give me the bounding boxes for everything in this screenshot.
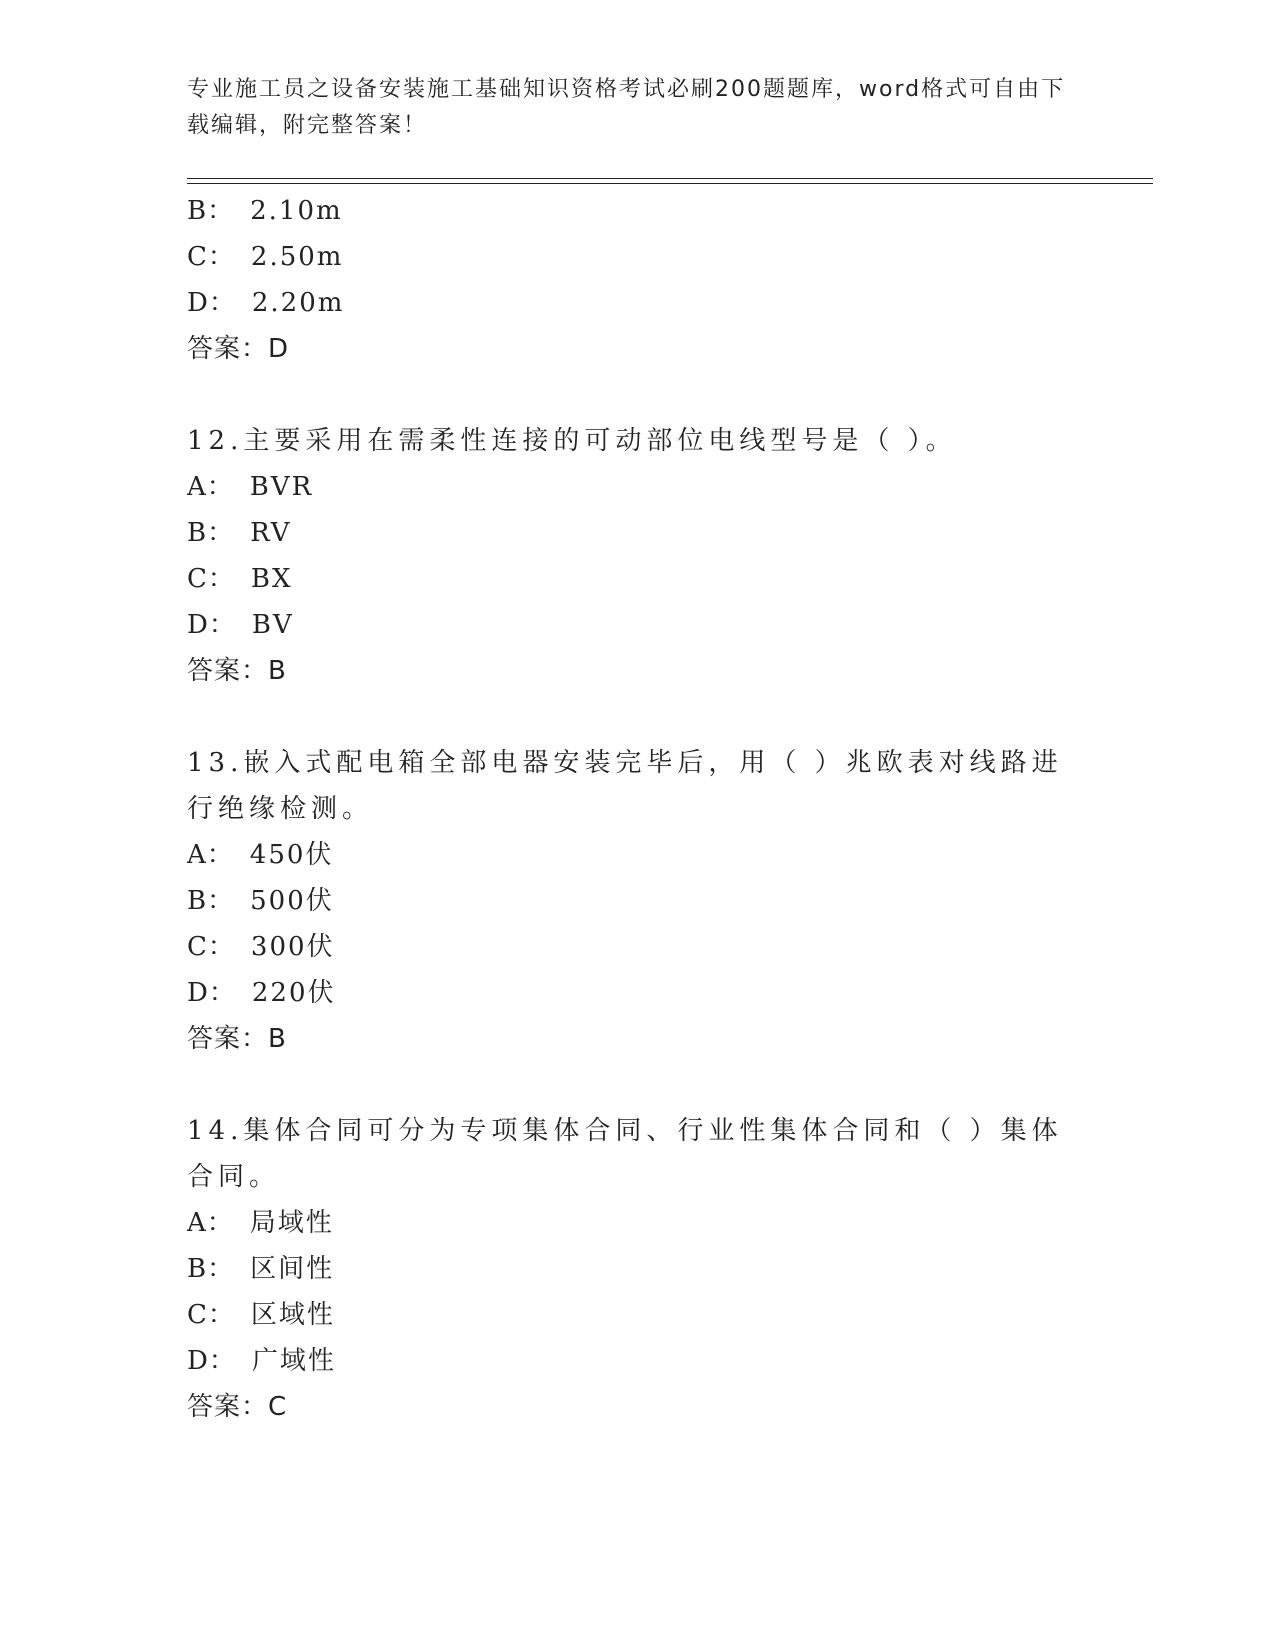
option-a (187, 832, 1067, 878)
option-key: B： (187, 518, 235, 548)
header-rule-top (187, 178, 1153, 179)
option-d (187, 970, 1067, 1016)
question-12 (187, 418, 1067, 694)
option-key: B： (187, 196, 235, 226)
document-header (187, 72, 1067, 144)
option-key: B： (187, 1254, 235, 1284)
header-title: 专业施工员之设备安装施工基础知识资格考试必刷200题题库，word格式可自由下载编辑，附完整答案！ (187, 77, 1066, 138)
option-key: D： (187, 978, 236, 1008)
option-key: A： (187, 472, 234, 502)
option-text: 区间性 (250, 1254, 335, 1284)
option-b (187, 1246, 1067, 1292)
option-key: A： (187, 1208, 234, 1238)
option-c (187, 556, 1067, 602)
option-key: C： (187, 564, 235, 594)
option-text: 300伏 (250, 932, 335, 962)
option-text: 2.10m (250, 196, 343, 226)
option-text: 450伏 (249, 840, 334, 870)
header-rule-bottom (187, 183, 1153, 184)
spacer (187, 1062, 1067, 1108)
option-text: RV (250, 518, 292, 548)
option-text: 2.20m (251, 288, 345, 318)
option-key: A： (187, 840, 234, 870)
option-text: 广域性 (251, 1346, 336, 1376)
option-d (187, 280, 1067, 326)
option-b (187, 510, 1067, 556)
option-key: D： (187, 288, 236, 318)
option-a (187, 464, 1067, 510)
question-text: 12.主要采用在需柔性连接的可动部位电线型号是（ ）。 (187, 426, 957, 456)
option-text: 500伏 (250, 886, 334, 916)
option-key: D： (187, 610, 236, 640)
option-c (187, 1292, 1067, 1338)
answer-line: 答案：D (187, 334, 290, 364)
option-text: BVR (249, 472, 314, 502)
option-key: B： (187, 886, 235, 916)
option-c (187, 924, 1067, 970)
option-text: BX (250, 564, 293, 594)
option-key: C： (187, 932, 235, 962)
option-c (187, 234, 1067, 280)
answer-line: 答案：B (187, 656, 287, 686)
option-d (187, 602, 1067, 648)
question-content (187, 188, 1067, 1430)
option-key: D： (187, 1346, 236, 1376)
answer-line: 答案：C (187, 1392, 288, 1422)
option-key: C： (187, 1300, 235, 1330)
question-13 (187, 740, 1067, 1062)
option-text: 局域性 (249, 1208, 334, 1238)
option-b (187, 188, 1067, 234)
option-b (187, 878, 1067, 924)
answer-line: 答案：B (187, 1024, 287, 1054)
spacer (187, 372, 1067, 418)
spacer (187, 694, 1067, 740)
option-text: 区域性 (250, 1300, 335, 1330)
option-d (187, 1338, 1067, 1384)
question-11-continued (187, 188, 1067, 372)
option-text: BV (251, 610, 294, 640)
question-text: 14.集体合同可分为专项集体合同、行业性集体合同和（ ）集体合同。 (187, 1116, 1063, 1192)
option-key: C： (187, 242, 235, 272)
option-text: 220伏 (251, 978, 336, 1008)
question-14 (187, 1108, 1067, 1430)
option-text: 2.50m (250, 242, 344, 272)
question-text: 13.嵌入式配电箱全部电器安装完毕后，用（ ）兆欧表对线路进行绝缘检测。 (187, 748, 1063, 824)
option-a (187, 1200, 1067, 1246)
